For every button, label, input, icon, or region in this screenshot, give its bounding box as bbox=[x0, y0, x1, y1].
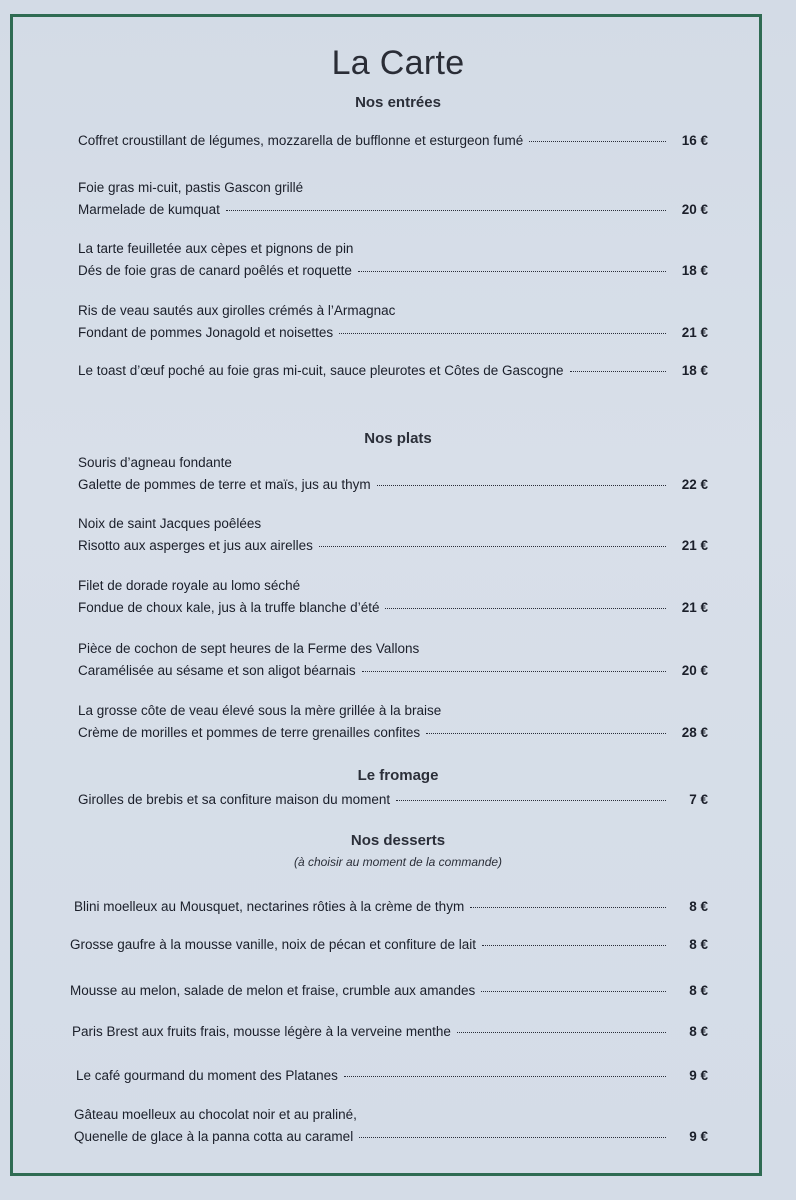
item-line: Filet de dorade royale au lomo séché bbox=[78, 578, 301, 593]
item-price: 21 € bbox=[681, 325, 708, 340]
item-price: 18 € bbox=[681, 363, 708, 378]
item-line: La grosse côte de veau élevé sous la mère grillée à la braise bbox=[78, 703, 442, 718]
item-line: Paris Brest aux fruits frais, mousse légère à la verveine menthe bbox=[72, 1024, 451, 1039]
leader-dots bbox=[359, 1137, 666, 1138]
item-line: Pièce de cochon de sept heures de la Ferme des Vallons bbox=[78, 641, 420, 656]
item-price: 21 € bbox=[681, 538, 708, 553]
menu-item bbox=[74, 1104, 708, 1148]
menu-item bbox=[78, 130, 708, 152]
item-line: Fondant de pommes Jonagold et noisettes bbox=[78, 325, 334, 340]
menu-item bbox=[70, 934, 708, 956]
menu-item bbox=[78, 300, 708, 344]
item-price: 21 € bbox=[681, 600, 708, 615]
item-line: Risotto aux asperges et jus aux airelles bbox=[78, 538, 313, 553]
item-line: Grosse gaufre à la mousse vanille, noix de pécan et confiture de lait bbox=[70, 937, 476, 952]
leader-dots bbox=[344, 1076, 666, 1077]
item-price: 20 € bbox=[681, 202, 708, 217]
leader-dots bbox=[482, 945, 666, 946]
menu-item bbox=[74, 896, 708, 918]
item-line: Galette de pommes de terre et maïs, jus au thym bbox=[78, 477, 371, 492]
item-line: Le café gourmand du moment des Platanes bbox=[76, 1068, 338, 1083]
leader-dots bbox=[529, 141, 666, 142]
leader-dots bbox=[481, 991, 666, 992]
item-line: Mousse au melon, salade de melon et fraise, crumble aux amandes bbox=[70, 983, 476, 998]
item-line: Noix de saint Jacques poêlées bbox=[78, 516, 262, 531]
leader-dots bbox=[385, 608, 666, 609]
item-line: Coffret croustillant de légumes, mozzarella de bufflonne et esturgeon fumé bbox=[78, 133, 524, 148]
menu-item bbox=[78, 360, 708, 382]
item-price: 28 € bbox=[681, 725, 708, 740]
leader-dots bbox=[226, 210, 666, 211]
item-line: Ris de veau sautés aux girolles crémés à l’Armagnac bbox=[78, 303, 396, 318]
leader-dots bbox=[358, 271, 666, 272]
menu-item bbox=[78, 789, 708, 811]
desserts-note: (à choisir au moment de la commande) bbox=[293, 855, 503, 869]
leader-dots bbox=[470, 907, 666, 908]
item-line: Foie gras mi-cuit, pastis Gascon grillé bbox=[78, 180, 304, 195]
item-price: 9 € bbox=[689, 1129, 708, 1144]
section-heading-entrees: Nos entrées bbox=[355, 94, 441, 111]
leader-dots bbox=[426, 733, 666, 734]
item-price: 9 € bbox=[689, 1068, 708, 1083]
item-price: 7 € bbox=[689, 792, 708, 807]
menu-item bbox=[78, 238, 708, 282]
menu-item bbox=[78, 177, 708, 221]
item-line: Le toast d’œuf poché au foie gras mi-cuit, sauce pleurotes et Côtes de Gascogne bbox=[78, 363, 564, 378]
item-price: 8 € bbox=[689, 899, 708, 914]
item-line: Girolles de brebis et sa confiture maison du moment bbox=[78, 792, 391, 807]
menu-item bbox=[72, 1021, 708, 1043]
leader-dots bbox=[319, 546, 666, 547]
item-line: Dés de foie gras de canard poêlés et roquette bbox=[78, 263, 352, 278]
item-price: 8 € bbox=[689, 983, 708, 998]
menu-item bbox=[78, 700, 708, 744]
leader-dots bbox=[339, 333, 666, 334]
item-price: 8 € bbox=[689, 1024, 708, 1039]
item-line: Blini moelleux au Mousquet, nectarines rôties à la crème de thym bbox=[74, 899, 465, 914]
section-heading-desserts: Nos desserts bbox=[350, 832, 446, 849]
item-line: Quenelle de glace à la panna cotta au caramel bbox=[74, 1129, 354, 1144]
item-price: 20 € bbox=[681, 663, 708, 678]
menu-item bbox=[78, 452, 708, 496]
item-line: La tarte feuilletée aux cèpes et pignons de pin bbox=[78, 241, 354, 256]
item-line: Fondue de choux kale, jus à la truffe blanche d’été bbox=[78, 600, 380, 615]
menu-item bbox=[76, 1065, 708, 1087]
item-line: Crème de morilles et pommes de terre grenailles confites bbox=[78, 725, 421, 740]
leader-dots bbox=[396, 800, 666, 801]
menu-item bbox=[78, 638, 708, 682]
item-line: Caramélisée au sésame et son aligot béarnais bbox=[78, 663, 356, 678]
leader-dots bbox=[377, 485, 666, 486]
item-line: Marmelade de kumquat bbox=[78, 202, 220, 217]
menu-item bbox=[70, 980, 708, 1002]
menu-item bbox=[78, 575, 708, 619]
leader-dots bbox=[362, 671, 666, 672]
menu-title: La Carte bbox=[331, 44, 465, 82]
section-heading-fromage: Le fromage bbox=[357, 767, 439, 784]
leader-dots bbox=[570, 371, 666, 372]
item-line: Gâteau moelleux au chocolat noir et au praliné, bbox=[74, 1107, 357, 1122]
leader-dots bbox=[457, 1032, 666, 1033]
menu-item bbox=[78, 513, 708, 557]
item-line: Souris d’agneau fondante bbox=[78, 455, 232, 470]
item-price: 18 € bbox=[681, 263, 708, 278]
item-price: 16 € bbox=[681, 133, 708, 148]
section-heading-plats: Nos plats bbox=[364, 430, 432, 447]
item-price: 8 € bbox=[689, 937, 708, 952]
item-price: 22 € bbox=[681, 477, 708, 492]
